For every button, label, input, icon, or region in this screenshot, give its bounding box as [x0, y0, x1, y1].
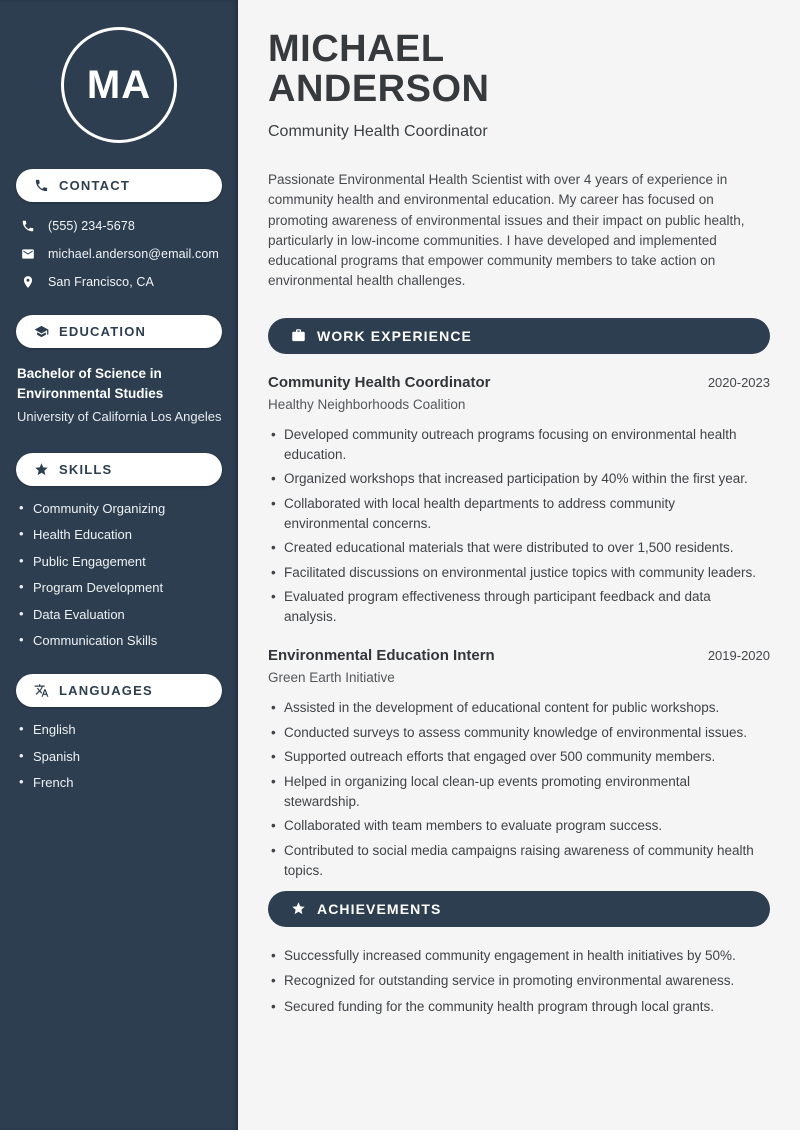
candidate-name	[268, 30, 770, 108]
bullet-item: • Collaborated with local health departments to address community environmental concerns.	[268, 494, 763, 534]
bullet-item: • Contributed to social media campaigns raising awareness of community health topics.	[268, 841, 763, 881]
degree-name: Bachelor of Science in Environmental Studies	[17, 366, 164, 401]
avatar	[61, 27, 177, 143]
job-bullets	[268, 425, 770, 628]
contact-email-row	[16, 247, 222, 261]
skill-item: • Communication Skills	[16, 633, 222, 648]
language-item: • Spanish	[16, 749, 222, 764]
bullet-item: • Secured funding for the community health program through local grants.	[268, 997, 763, 1017]
avatar-wrap	[16, 27, 222, 143]
job-company: Green Earth Initiative	[268, 670, 395, 686]
candidate-title: Community Health Coordinator	[268, 123, 488, 140]
briefcase-icon	[291, 328, 306, 343]
sidebar	[0, 0, 238, 1130]
skill-item: • Program Development	[16, 580, 222, 595]
avatar-initials: MA	[86, 62, 152, 107]
skill-item: • Public Engagement	[16, 554, 222, 569]
skills-list	[16, 501, 222, 649]
phone-number: (555) 234-5678	[48, 219, 135, 233]
bullet-item: • Created educational materials that were distributed to over 1,500 residents.	[268, 538, 763, 558]
bullet-item: • Developed community outreach programs focusing on environmental health education.	[268, 425, 763, 465]
bullet-item: • Evaluated program effectiveness through participant feedback and data analysis.	[268, 587, 763, 627]
star-icon	[34, 462, 49, 477]
contact-location-row	[16, 275, 222, 289]
translate-icon	[34, 683, 49, 698]
bullet-item: • Organized workshops that increased participation by 40% within the first year.	[268, 469, 763, 489]
job-header	[268, 374, 770, 391]
education-section-title: EDUCATION	[59, 324, 147, 339]
job-bullets	[268, 698, 770, 881]
work-experience-section-title: WORK EXPERIENCE	[317, 327, 472, 344]
languages-list	[16, 722, 222, 790]
location-icon	[21, 275, 35, 289]
main-content	[238, 0, 800, 1130]
contact-section-title: CONTACT	[59, 178, 130, 193]
phone-icon	[21, 219, 35, 233]
bullet-item: • Collaborated with team members to evaluate program success.	[268, 816, 763, 836]
bullet-item: • Facilitated discussions on environmental justice topics with community leaders.	[268, 563, 763, 583]
language-item: • French	[16, 775, 222, 790]
mail-icon	[21, 247, 35, 261]
job-dates: 2020-2023	[707, 374, 770, 390]
achievements-list	[268, 946, 770, 1017]
name-line-2: ANDERSON	[268, 68, 490, 110]
languages-section-title: LANGUAGES	[59, 683, 153, 699]
achievements-section-header	[268, 891, 770, 927]
graduation-cap-icon	[34, 324, 49, 339]
bullet-item: • Successfully increased community engagement in health initiatives by 50%.	[268, 946, 763, 966]
work-experience-section-header	[268, 318, 770, 354]
bullet-item: • Conducted surveys to assess community knowledge of environmental issues.	[268, 723, 763, 743]
bullet-item: • Helped in organizing local clean-up events promoting environmental stewardship.	[268, 772, 763, 812]
skill-item: • Health Education	[16, 527, 222, 542]
star-icon	[291, 901, 306, 916]
bullet-item: • Recognized for outstanding service in promoting environmental awareness.	[268, 971, 763, 991]
summary-paragraph: Passionate Environmental Health Scientist with over 4 years of experience in community health and environmental education. My career has focused on promoting awareness of environmental issues and their impact on public health, particularly in low-income communities. I have developed and implemented educational programs that empower community members to take action on environmental health challenges.	[268, 172, 745, 289]
job-role: Community Health Coordinator	[268, 373, 491, 391]
job-entry	[268, 647, 770, 881]
skills-section-header	[16, 453, 222, 486]
language-item: • English	[16, 722, 222, 737]
bullet-item: • Supported outreach efforts that engaged over 500 community members.	[268, 747, 763, 767]
name-line-1: MICHAEL	[268, 28, 445, 70]
achievements-section-title: ACHIEVEMENTS	[317, 900, 442, 917]
education-entry	[16, 364, 222, 427]
contact-section-header	[16, 169, 222, 202]
location-text: San Francisco, CA	[48, 275, 154, 289]
education-section-header	[16, 315, 222, 348]
contact-phone-row	[16, 219, 222, 233]
bullet-item: • Assisted in the development of educational content for public workshops.	[268, 698, 763, 718]
email-address: michael.anderson@email.com	[48, 247, 219, 261]
phone-icon	[34, 178, 49, 193]
skill-item: • Community Organizing	[16, 501, 222, 516]
job-header	[268, 647, 770, 664]
job-company: Healthy Neighborhoods Coalition	[268, 396, 466, 412]
skills-section-title: SKILLS	[59, 461, 113, 477]
job-entry	[268, 374, 770, 628]
job-dates: 2019-2020	[707, 648, 770, 664]
languages-section-header	[16, 674, 222, 707]
contact-list	[16, 219, 222, 289]
school-name: University of California Los Angeles	[17, 409, 222, 425]
skill-item: • Data Evaluation	[16, 607, 222, 622]
job-role: Environmental Education Intern	[268, 647, 495, 665]
